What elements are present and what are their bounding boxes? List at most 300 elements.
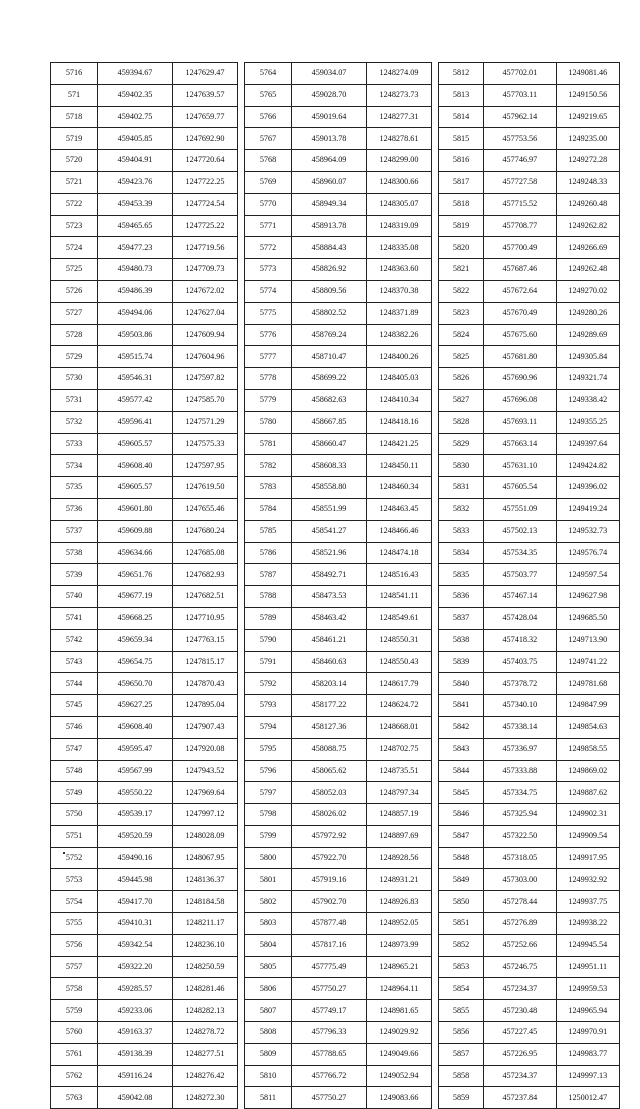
point-number-cell: 5795 [245, 738, 292, 760]
y-coordinate-cell: 1247685.08 [173, 542, 238, 564]
y-coordinate-cell: 1248952.05 [367, 913, 432, 935]
y-coordinate-cell: 1247969.64 [173, 782, 238, 804]
table-row [245, 237, 432, 259]
point-number-cell: 5766 [245, 106, 292, 128]
table-row [439, 84, 620, 106]
x-coordinate-cell: 459394.67 [98, 63, 173, 85]
point-number-cell: 5841 [439, 695, 484, 717]
y-coordinate-cell: 1249270.02 [556, 280, 619, 302]
y-coordinate-cell: 1248463.45 [367, 498, 432, 520]
point-number-cell: 5733 [51, 433, 98, 455]
x-coordinate-cell: 459596.41 [98, 411, 173, 433]
y-coordinate-cell: 1249847.99 [556, 695, 619, 717]
y-coordinate-cell: 1247720.64 [173, 150, 238, 172]
point-number-cell: 5851 [439, 913, 484, 935]
x-coordinate-cell: 459116.24 [98, 1065, 173, 1087]
table-row [439, 825, 620, 847]
y-coordinate-cell: 1249938.22 [556, 913, 619, 935]
y-coordinate-cell: 1249902.31 [556, 804, 619, 826]
x-coordinate-cell: 459634.66 [98, 542, 173, 564]
point-number-cell: 5739 [51, 564, 98, 586]
table-row [245, 913, 432, 935]
table-row [439, 651, 620, 673]
point-number-cell: 5750 [51, 804, 98, 826]
table-row [245, 1087, 432, 1109]
y-coordinate-cell: 1249321.74 [556, 368, 619, 390]
table-row [245, 847, 432, 869]
point-number-cell: 5820 [439, 237, 484, 259]
table-row [245, 1065, 432, 1087]
point-number-cell: 5777 [245, 346, 292, 368]
y-coordinate-cell: 1249741.22 [556, 651, 619, 673]
table-row [51, 978, 238, 1000]
table-row [439, 1000, 620, 1022]
y-coordinate-cell: 1248474.18 [367, 542, 432, 564]
table-row [439, 433, 620, 455]
point-number-cell: 5730 [51, 368, 98, 390]
y-coordinate-cell: 1247571.29 [173, 411, 238, 433]
x-coordinate-cell: 459410.31 [98, 913, 173, 935]
point-number-cell: 5822 [439, 280, 484, 302]
x-coordinate-cell: 458177.22 [292, 695, 367, 717]
point-number-cell: 5731 [51, 389, 98, 411]
point-number-cell: 5834 [439, 542, 484, 564]
x-coordinate-cell: 457693.11 [484, 411, 556, 433]
x-coordinate-cell: 459417.70 [98, 891, 173, 913]
point-number-cell: 5836 [439, 586, 484, 608]
y-coordinate-cell: 1249532.73 [556, 520, 619, 542]
x-coordinate-cell: 457715.52 [484, 193, 556, 215]
table-row [245, 695, 432, 717]
table-row [245, 956, 432, 978]
table-row [245, 346, 432, 368]
table-row [51, 607, 238, 629]
x-coordinate-cell: 457775.49 [292, 956, 367, 978]
point-number-cell: 5859 [439, 1087, 484, 1109]
table-row [51, 389, 238, 411]
table-row [245, 215, 432, 237]
point-number-cell: 5796 [245, 760, 292, 782]
y-coordinate-cell: 1249627.98 [556, 586, 619, 608]
point-number-cell: 5726 [51, 280, 98, 302]
point-number-cell: 5716 [51, 63, 98, 85]
point-number-cell: 5816 [439, 150, 484, 172]
table-row [245, 738, 432, 760]
y-coordinate-cell: 1247659.77 [173, 106, 238, 128]
point-number-cell: 5748 [51, 760, 98, 782]
coordinate-table-middle [244, 62, 432, 1109]
table-row [51, 324, 238, 346]
x-coordinate-cell: 459659.34 [98, 629, 173, 651]
y-coordinate-cell: 1247609.94 [173, 324, 238, 346]
y-coordinate-cell: 1248624.72 [367, 695, 432, 717]
y-coordinate-cell: 1247943.52 [173, 760, 238, 782]
x-coordinate-cell: 457340.10 [484, 695, 556, 717]
x-coordinate-cell: 458551.99 [292, 498, 367, 520]
table-row [245, 564, 432, 586]
point-number-cell: 5718 [51, 106, 98, 128]
point-number-cell: 5852 [439, 934, 484, 956]
point-number-cell: 5840 [439, 673, 484, 695]
x-coordinate-cell: 457687.46 [484, 259, 556, 281]
y-coordinate-cell: 1249854.63 [556, 716, 619, 738]
table-row [245, 978, 432, 1000]
point-number-cell: 5789 [245, 607, 292, 629]
x-coordinate-cell: 459520.59 [98, 825, 173, 847]
x-coordinate-cell: 457503.77 [484, 564, 556, 586]
table-row [439, 760, 620, 782]
y-coordinate-cell: 1249219.65 [556, 106, 619, 128]
x-coordinate-cell: 458026.02 [292, 804, 367, 826]
point-number-cell: 5823 [439, 302, 484, 324]
table-row [245, 433, 432, 455]
y-coordinate-cell: 1248973.99 [367, 934, 432, 956]
x-coordinate-cell: 459285.57 [98, 978, 173, 1000]
y-coordinate-cell: 1248926.83 [367, 891, 432, 913]
point-number-cell: 5775 [245, 302, 292, 324]
table-row [51, 1087, 238, 1109]
point-number-cell: 5857 [439, 1043, 484, 1065]
y-coordinate-cell: 1248335.08 [367, 237, 432, 259]
x-coordinate-cell: 459601.80 [98, 498, 173, 520]
x-coordinate-cell: 459668.25 [98, 607, 173, 629]
x-coordinate-cell: 457696.08 [484, 389, 556, 411]
point-number-cell: 5729 [51, 346, 98, 368]
x-coordinate-cell: 459609.88 [98, 520, 173, 542]
table-row [51, 934, 238, 956]
table-row [245, 782, 432, 804]
point-number-cell: 5808 [245, 1022, 292, 1044]
table-row [439, 738, 620, 760]
table-row [245, 673, 432, 695]
point-number-cell: 5772 [245, 237, 292, 259]
point-number-cell: 5762 [51, 1065, 98, 1087]
table-row [439, 411, 620, 433]
table-row [51, 716, 238, 738]
x-coordinate-cell: 457922.70 [292, 847, 367, 869]
table-row [245, 477, 432, 499]
x-coordinate-cell: 459577.42 [98, 389, 173, 411]
y-coordinate-cell: 1248460.34 [367, 477, 432, 499]
table-row [245, 63, 432, 85]
point-number-cell: 5727 [51, 302, 98, 324]
table-row [245, 498, 432, 520]
point-number-cell: 5719 [51, 128, 98, 150]
x-coordinate-cell: 457703.11 [484, 84, 556, 106]
x-coordinate-cell: 459494.06 [98, 302, 173, 324]
point-number-cell: 5850 [439, 891, 484, 913]
y-coordinate-cell: 1247709.73 [173, 259, 238, 281]
x-coordinate-cell: 459546.31 [98, 368, 173, 390]
x-coordinate-cell: 459233.06 [98, 1000, 173, 1022]
table-row [439, 280, 620, 302]
table-row [245, 389, 432, 411]
point-number-cell: 5764 [245, 63, 292, 85]
y-coordinate-cell: 1247672.02 [173, 280, 238, 302]
x-coordinate-cell: 457708.77 [484, 215, 556, 237]
x-coordinate-cell: 459477.23 [98, 237, 173, 259]
x-coordinate-cell: 457681.80 [484, 346, 556, 368]
table-row [439, 673, 620, 695]
point-number-cell: 5781 [245, 433, 292, 455]
y-coordinate-cell: 1248965.21 [367, 956, 432, 978]
y-coordinate-cell: 1249424.82 [556, 455, 619, 477]
table-row [51, 542, 238, 564]
x-coordinate-cell: 458460.63 [292, 651, 367, 673]
y-coordinate-cell: 1249029.92 [367, 1022, 432, 1044]
y-coordinate-cell: 1249266.69 [556, 237, 619, 259]
point-number-cell: 5854 [439, 978, 484, 1000]
x-coordinate-cell: 457750.27 [292, 1087, 367, 1109]
x-coordinate-cell: 459503.86 [98, 324, 173, 346]
y-coordinate-cell: 1248797.34 [367, 782, 432, 804]
y-coordinate-cell: 1249419.24 [556, 498, 619, 520]
table-row [51, 891, 238, 913]
point-number-cell: 5843 [439, 738, 484, 760]
table-row [51, 847, 238, 869]
y-coordinate-cell: 1249396.02 [556, 477, 619, 499]
y-coordinate-cell: 1249355.25 [556, 411, 619, 433]
x-coordinate-cell: 459627.25 [98, 695, 173, 717]
x-coordinate-cell: 459490.16 [98, 847, 173, 869]
table-row [51, 302, 238, 324]
y-coordinate-cell: 1247710.95 [173, 607, 238, 629]
table-row [439, 237, 620, 259]
x-coordinate-cell: 457972.92 [292, 825, 367, 847]
y-coordinate-cell: 1248400.26 [367, 346, 432, 368]
x-coordinate-cell: 457502.13 [484, 520, 556, 542]
x-coordinate-cell: 459404.91 [98, 150, 173, 172]
table-row [439, 913, 620, 935]
table-row [51, 760, 238, 782]
y-coordinate-cell: 1249917.95 [556, 847, 619, 869]
y-coordinate-cell: 1248273.73 [367, 84, 432, 106]
y-coordinate-cell: 1248421.25 [367, 433, 432, 455]
table-row [245, 106, 432, 128]
y-coordinate-cell: 1248981.65 [367, 1000, 432, 1022]
y-coordinate-cell: 1247680.24 [173, 520, 238, 542]
table-row [245, 869, 432, 891]
table-row [439, 956, 620, 978]
y-coordinate-cell: 1249937.75 [556, 891, 619, 913]
point-number-cell: 5805 [245, 956, 292, 978]
table-row [439, 1022, 620, 1044]
y-coordinate-cell: 1249081.46 [556, 63, 619, 85]
point-number-cell: 5817 [439, 171, 484, 193]
table-row [245, 760, 432, 782]
y-coordinate-cell: 1247655.46 [173, 498, 238, 520]
table-row [51, 346, 238, 368]
table-row [51, 150, 238, 172]
x-coordinate-cell: 458065.62 [292, 760, 367, 782]
x-coordinate-cell: 458473.53 [292, 586, 367, 608]
x-coordinate-cell: 457962.14 [484, 106, 556, 128]
x-coordinate-cell: 458682.63 [292, 389, 367, 411]
x-coordinate-cell: 457467.14 [484, 586, 556, 608]
y-coordinate-cell: 1248300.66 [367, 171, 432, 193]
x-coordinate-cell: 457796.33 [292, 1022, 367, 1044]
x-coordinate-cell: 459605.57 [98, 433, 173, 455]
y-coordinate-cell: 1248735.51 [367, 760, 432, 782]
x-coordinate-cell: 459550.22 [98, 782, 173, 804]
table-row [439, 847, 620, 869]
table-row [51, 498, 238, 520]
table-row [51, 1065, 238, 1087]
x-coordinate-cell: 457338.14 [484, 716, 556, 738]
y-coordinate-cell: 1249338.42 [556, 389, 619, 411]
x-coordinate-cell: 457551.09 [484, 498, 556, 520]
point-number-cell: 5804 [245, 934, 292, 956]
table-row [51, 869, 238, 891]
x-coordinate-cell: 459608.40 [98, 455, 173, 477]
point-number-cell: 5787 [245, 564, 292, 586]
point-number-cell: 5741 [51, 607, 98, 629]
table-row [245, 542, 432, 564]
point-number-cell: 5791 [245, 651, 292, 673]
x-coordinate-cell: 457278.44 [484, 891, 556, 913]
point-number-cell: 5756 [51, 934, 98, 956]
y-coordinate-cell: 1249932.92 [556, 869, 619, 891]
point-number-cell: 5783 [245, 477, 292, 499]
x-coordinate-cell: 457322.50 [484, 825, 556, 847]
x-coordinate-cell: 457670.49 [484, 302, 556, 324]
y-coordinate-cell: 1248541.11 [367, 586, 432, 608]
x-coordinate-cell: 459651.76 [98, 564, 173, 586]
x-coordinate-cell: 457378.72 [484, 673, 556, 695]
table-row [439, 891, 620, 913]
y-coordinate-cell: 1247627.04 [173, 302, 238, 324]
table-row [439, 455, 620, 477]
point-number-cell: 5773 [245, 259, 292, 281]
x-coordinate-cell: 457318.05 [484, 847, 556, 869]
table-row [439, 1087, 620, 1109]
point-number-cell: 5735 [51, 477, 98, 499]
table-row [245, 324, 432, 346]
x-coordinate-cell: 458884.43 [292, 237, 367, 259]
x-coordinate-cell: 457336.97 [484, 738, 556, 760]
table-row [245, 259, 432, 281]
y-coordinate-cell: 1249597.54 [556, 564, 619, 586]
x-coordinate-cell: 459042.08 [98, 1087, 173, 1109]
point-number-cell: 5826 [439, 368, 484, 390]
x-coordinate-cell: 458809.56 [292, 280, 367, 302]
point-number-cell: 5821 [439, 259, 484, 281]
x-coordinate-cell: 457246.75 [484, 956, 556, 978]
y-coordinate-cell: 1249248.33 [556, 171, 619, 193]
table-row [51, 520, 238, 542]
x-coordinate-cell: 457919.16 [292, 869, 367, 891]
y-coordinate-cell: 1248410.34 [367, 389, 432, 411]
y-coordinate-cell: 1247920.08 [173, 738, 238, 760]
table-row [51, 215, 238, 237]
y-coordinate-cell: 1247604.96 [173, 346, 238, 368]
x-coordinate-cell: 458802.52 [292, 302, 367, 324]
y-coordinate-cell: 1247575.33 [173, 433, 238, 455]
x-coordinate-cell: 457753.56 [484, 128, 556, 150]
point-number-cell: 5813 [439, 84, 484, 106]
x-coordinate-cell: 459480.73 [98, 259, 173, 281]
point-number-cell: 5759 [51, 1000, 98, 1022]
table-row [51, 673, 238, 695]
point-number-cell: 5848 [439, 847, 484, 869]
table-row [51, 477, 238, 499]
y-coordinate-cell: 1248282.13 [173, 1000, 238, 1022]
table-row [245, 1022, 432, 1044]
point-number-cell: 5788 [245, 586, 292, 608]
table-row [439, 804, 620, 826]
table-row [439, 324, 620, 346]
table-row [439, 978, 620, 1000]
y-coordinate-cell: 1248276.42 [173, 1065, 238, 1087]
x-coordinate-cell: 457877.48 [292, 913, 367, 935]
table-row [439, 389, 620, 411]
table-row [51, 106, 238, 128]
x-coordinate-cell: 458541.27 [292, 520, 367, 542]
y-coordinate-cell: 1249713.90 [556, 629, 619, 651]
table-row [51, 913, 238, 935]
table-row [51, 629, 238, 651]
point-number-cell: 5776 [245, 324, 292, 346]
table-row [439, 520, 620, 542]
point-number-cell: 5746 [51, 716, 98, 738]
y-coordinate-cell: 1249685.50 [556, 607, 619, 629]
point-number-cell: 5828 [439, 411, 484, 433]
x-coordinate-cell: 458463.42 [292, 607, 367, 629]
point-number-cell: 5768 [245, 150, 292, 172]
x-coordinate-cell: 457252.66 [484, 934, 556, 956]
y-coordinate-cell: 1248274.09 [367, 63, 432, 85]
point-number-cell: 5737 [51, 520, 98, 542]
x-coordinate-cell: 459650.70 [98, 673, 173, 695]
y-coordinate-cell: 1249305.84 [556, 346, 619, 368]
table-row [439, 1043, 620, 1065]
y-coordinate-cell: 1248549.61 [367, 607, 432, 629]
table-row [51, 84, 238, 106]
table-row [439, 586, 620, 608]
y-coordinate-cell: 1249781.68 [556, 673, 619, 695]
x-coordinate-cell: 457230.48 [484, 1000, 556, 1022]
x-coordinate-cell: 459034.07 [292, 63, 367, 85]
point-number-cell: 5743 [51, 651, 98, 673]
y-coordinate-cell: 1248370.38 [367, 280, 432, 302]
x-coordinate-cell: 459605.57 [98, 477, 173, 499]
y-coordinate-cell: 1248281.46 [173, 978, 238, 1000]
table-row [439, 498, 620, 520]
y-coordinate-cell: 1248928.56 [367, 847, 432, 869]
x-coordinate-cell: 459486.39 [98, 280, 173, 302]
table-row [439, 695, 620, 717]
y-coordinate-cell: 1248277.31 [367, 106, 432, 128]
table-row [51, 1022, 238, 1044]
x-coordinate-cell: 457690.96 [484, 368, 556, 390]
x-coordinate-cell: 458203.14 [292, 673, 367, 695]
point-number-cell: 5842 [439, 716, 484, 738]
x-coordinate-cell: 459013.78 [292, 128, 367, 150]
y-coordinate-cell: 1249951.11 [556, 956, 619, 978]
point-number-cell: 5803 [245, 913, 292, 935]
x-coordinate-cell: 459515.74 [98, 346, 173, 368]
y-coordinate-cell: 1249280.26 [556, 302, 619, 324]
point-number-cell: 5740 [51, 586, 98, 608]
point-number-cell: 5755 [51, 913, 98, 935]
y-coordinate-cell: 1250012.47 [556, 1087, 619, 1109]
y-coordinate-cell: 1249289.69 [556, 324, 619, 346]
point-number-cell: 5742 [51, 629, 98, 651]
y-coordinate-cell: 1249997.13 [556, 1065, 619, 1087]
point-number-cell: 5815 [439, 128, 484, 150]
point-number-cell: 5794 [245, 716, 292, 738]
x-coordinate-cell: 458660.47 [292, 433, 367, 455]
